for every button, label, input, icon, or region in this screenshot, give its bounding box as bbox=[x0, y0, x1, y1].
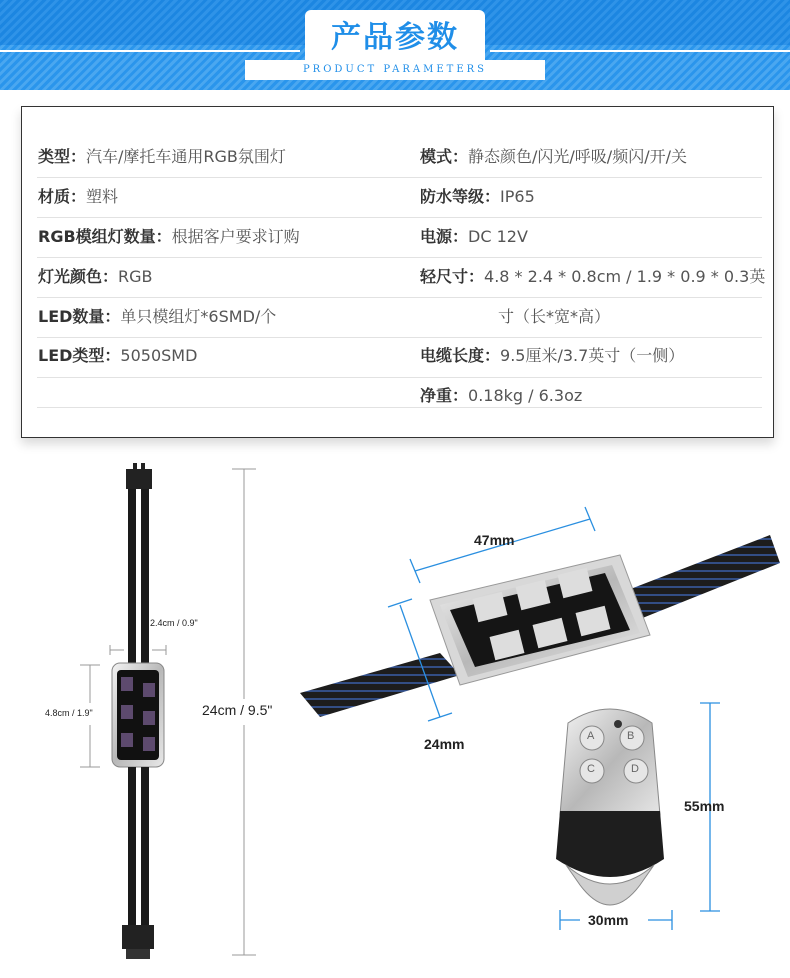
spec-size bbox=[420, 267, 765, 287]
cable-wire bbox=[141, 767, 149, 925]
remote-label-a: A bbox=[587, 730, 595, 742]
dim-label-box-height: 24mm bbox=[424, 736, 465, 752]
connector-pin bbox=[141, 463, 145, 471]
spec-key: 类型： bbox=[38, 147, 87, 166]
dim-label-remote-height: 55mm bbox=[684, 798, 725, 814]
title-line-right bbox=[490, 50, 790, 52]
spec-key: 电缆长度： bbox=[420, 346, 501, 365]
spec-key: 灯光颜色： bbox=[38, 267, 119, 286]
spec-led-type bbox=[38, 346, 197, 366]
spec-card bbox=[21, 106, 774, 438]
remote-label-d: D bbox=[631, 763, 639, 775]
spec-material bbox=[38, 187, 118, 207]
spec-led-count bbox=[38, 307, 276, 327]
spec-key: 材质： bbox=[38, 187, 87, 206]
spec-color bbox=[38, 267, 153, 287]
product-illustration bbox=[0, 455, 790, 978]
spec-value: 寸（长*宽*高） bbox=[498, 307, 611, 326]
spec-row-divider bbox=[37, 177, 762, 218]
page-title: 产品参数 bbox=[331, 20, 459, 55]
cable-wire bbox=[141, 489, 149, 665]
spec-key: 净重： bbox=[420, 386, 469, 405]
cable-bundle-right bbox=[620, 535, 780, 623]
spec-value: 单只模组灯*6SMD/个 bbox=[120, 307, 277, 326]
spec-key: 电源： bbox=[420, 227, 469, 246]
spec-value: 汽车/摩托车通用RGB氛围灯 bbox=[86, 147, 286, 166]
control-box bbox=[300, 535, 780, 717]
remote-led bbox=[614, 720, 622, 728]
dim-tick bbox=[410, 559, 420, 583]
spec-key: 模式： bbox=[420, 147, 469, 166]
dim-label-box-width: 47mm bbox=[474, 532, 515, 548]
dim-tick bbox=[428, 713, 452, 721]
page-subtitle: PRODUCT PARAMETERS bbox=[302, 64, 488, 75]
spec-key: RGB模组灯数量： bbox=[38, 227, 172, 246]
led-chip bbox=[143, 683, 155, 697]
spec-value: 4.8 * 2.4 * 0.8cm / 1.9 * 0.9 * 0.3英 bbox=[484, 267, 766, 286]
spec-key: LED数量： bbox=[38, 307, 121, 326]
spec-type bbox=[38, 147, 286, 167]
spec-value: DC 12V bbox=[468, 227, 528, 246]
title-line-left bbox=[0, 50, 300, 52]
spec-size-cont bbox=[498, 307, 610, 327]
spec-value: RGB bbox=[118, 267, 153, 286]
spec-value: 静态颜色/闪光/呼吸/频闪/开/关 bbox=[468, 147, 687, 166]
remote-body bbox=[556, 811, 664, 877]
led-chip bbox=[121, 733, 133, 747]
spec-value: 塑料 bbox=[86, 187, 119, 206]
connector-tip bbox=[126, 949, 150, 959]
spec-power bbox=[420, 227, 528, 247]
connector-pin bbox=[133, 463, 137, 471]
dim-tick bbox=[585, 507, 595, 531]
led-chip bbox=[121, 677, 133, 691]
remote-control bbox=[556, 709, 664, 905]
spec-value: 根据客户要求订购 bbox=[171, 227, 300, 246]
spec-key: 防水等级： bbox=[420, 187, 501, 206]
spec-weight bbox=[420, 386, 582, 406]
spec-mode bbox=[420, 147, 687, 167]
spec-cable bbox=[420, 346, 684, 366]
cable-wire bbox=[128, 767, 136, 925]
module-vertical bbox=[112, 463, 164, 959]
cable-wire bbox=[128, 489, 136, 665]
spec-value: IP65 bbox=[500, 187, 535, 206]
led-chip bbox=[143, 711, 155, 725]
spec-value: 0.18kg / 6.3oz bbox=[468, 386, 583, 405]
remote-label-c: C bbox=[587, 763, 595, 775]
remote-label-b: B bbox=[627, 730, 635, 742]
spec-row-divider bbox=[37, 367, 762, 408]
connector-bottom bbox=[122, 925, 154, 949]
connector-top bbox=[126, 469, 152, 489]
dim-label-remote-width: 30mm bbox=[588, 912, 629, 928]
dim-label-module-width: 2.4cm / 0.9" bbox=[150, 618, 198, 628]
dim-label-cable-total: 24cm / 9.5" bbox=[202, 702, 273, 718]
spec-rgb-count bbox=[38, 227, 300, 247]
spec-waterproof bbox=[420, 187, 535, 207]
led-chip bbox=[121, 705, 133, 719]
dim-label-module-length: 4.8cm / 1.9" bbox=[45, 708, 93, 718]
spec-key: 轻尺寸： bbox=[420, 267, 485, 286]
led-chip bbox=[143, 737, 155, 751]
spec-value: 9.5厘米/3.7英寸（一侧） bbox=[500, 346, 685, 365]
spec-key: LED类型： bbox=[38, 346, 121, 365]
spec-value: 5050SMD bbox=[120, 346, 198, 365]
